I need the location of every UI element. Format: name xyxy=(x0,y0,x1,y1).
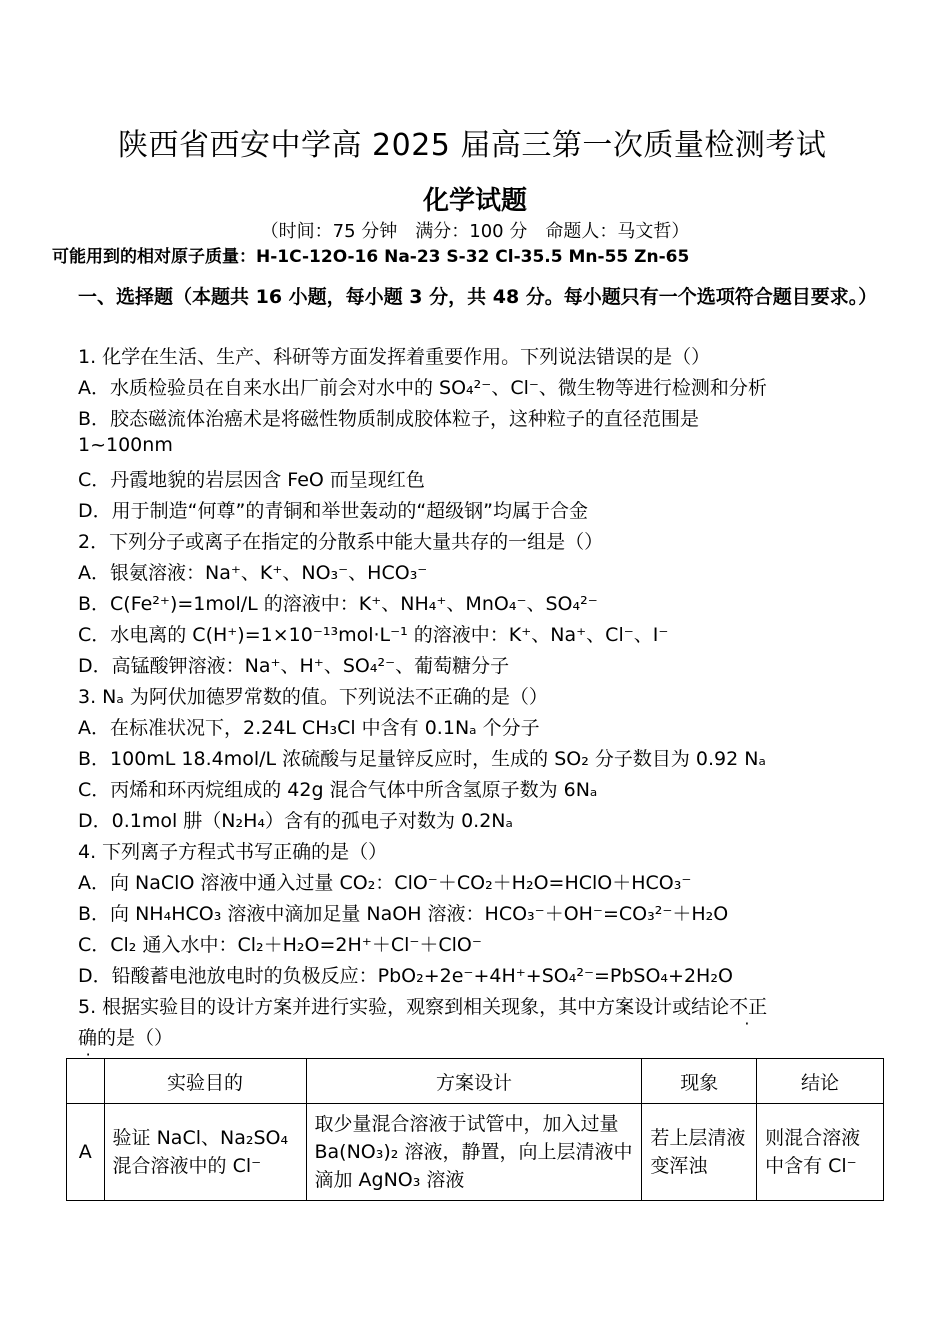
q2-stem: 2．下列分子或离子在指定的分散系中能大量共存的一组是（） xyxy=(78,531,604,553)
q3-option-b: B．100mL 18.4mol/L 浓硫酸与足量锌反应时，生成的 SO₂ 分子数目为 0.92 Nₐ xyxy=(78,748,766,770)
row-purpose: 验证 NaCl、Na₂SO₄ 混合溶液中的 Cl⁻ xyxy=(104,1104,306,1201)
q1-option-c: C．丹霞地貌的岩层因含 FeO 而呈现红色 xyxy=(78,469,425,491)
row-label: A xyxy=(67,1104,105,1201)
q4-option-b: B．向 NH₄HCO₃ 溶液中滴加足量 NaOH 溶液：HCO₃⁻＋OH⁻=CO₃²⁻＋H₂O xyxy=(78,903,729,925)
q5-stem-text: 5. 根据实验目的设计方案并进行实验，观察到相关现象，其中方案设计或结论 xyxy=(78,996,730,1018)
q1-stem: 1. 化学在生活、生产、科研等方面发挥着重要作用。下列说法错误的是（） xyxy=(78,346,711,368)
q3-option-a: A．在标准状况下，2.24L CH₃Cl 中含有 0.1Nₐ 个分子 xyxy=(78,717,540,739)
q3-option-c: C．丙烯和环丙烷组成的 42g 混合气体中所含氢原子数为 6Nₐ xyxy=(78,779,598,801)
table-header-phenomenon: 现象 xyxy=(642,1059,757,1104)
q5-stem-emphasis: 不正 xyxy=(729,996,768,1018)
table-header-design: 方案设计 xyxy=(306,1059,642,1104)
table-row xyxy=(67,1104,884,1201)
q1-option-d: D．用于制造“何尊”的青铜和举世轰动的“超级钢”均属于合金 xyxy=(78,500,589,522)
q5-stem-text-2: 的是（） xyxy=(97,1027,174,1049)
q2-option-b: B．C(Fe²⁺)=1mol/L 的溶液中：K⁺、NH₄⁺、MnO₄⁻、SO₄²⁻ xyxy=(78,593,598,615)
table-header-blank xyxy=(67,1059,105,1104)
exam-title: 陕西省西安中学高 2025 届高三第一次质量检测考试 xyxy=(118,128,827,163)
q4-option-c: C．Cl₂ 通入水中：Cl₂＋H₂O=2H⁺＋Cl⁻＋ClO⁻ xyxy=(78,934,482,956)
q2-option-c: C．水电离的 C(H⁺)=1×10⁻¹³mol·L⁻¹ 的溶液中：K⁺、Na⁺、Cl⁻、I⁻ xyxy=(78,624,669,646)
q4-option-d: D．铅酸蓄电池放电时的负极反应：PbO₂+2e⁻+4H⁺+SO₄²⁻=PbSO₄+2H₂O xyxy=(78,965,733,987)
exam-subtitle: 化学试题 xyxy=(422,186,527,216)
row-phenomenon: 若上层清液变浑浊 xyxy=(642,1104,757,1201)
atomic-masses: 可能用到的相对原子质量：H-1C-12O-16 Na-23 S-32 Cl-35.5 Mn-55 Zn-65 xyxy=(52,247,690,267)
q3-stem: 3. Nₐ 为阿伏加德罗常数的值。下列说法不正确的是（） xyxy=(78,686,548,708)
q1-option-b-line2: 1~100nm xyxy=(78,434,173,456)
q4-stem: 4. 下列离子方程式书写正确的是（） xyxy=(78,841,388,863)
q5-stem-line2 xyxy=(78,1023,173,1050)
q4-option-a: A．向 NaClO 溶液中通入过量 CO₂：ClO⁻＋CO₂＋H₂O=HClO＋HCO₃⁻ xyxy=(78,872,692,894)
q1-option-a: A．水质检验员在自来水出厂前会对水中的 SO₄²⁻、Cl⁻、微生物等进行检测和分析 xyxy=(78,377,767,399)
q2-option-a: A．银氨溶液：Na⁺、K⁺、NO₃⁻、HCO₃⁻ xyxy=(78,562,428,584)
q1-option-b-line1: B．胶态磁流体治癌术是将磁性物质制成胶体粒子，这种粒子的直径范围是 xyxy=(78,408,700,430)
table-header-row xyxy=(67,1059,884,1104)
row-conclusion: 则混合溶液中含有 Cl⁻ xyxy=(757,1104,884,1201)
section-heading: 一、选择题（本题共 16 小题，每小题 3 分，共 48 分。每小题只有一个选项符合题目要求。） xyxy=(78,286,878,308)
table-header-purpose: 实验目的 xyxy=(104,1059,306,1104)
exam-meta: （时间：75 分钟 满分：100 分 命题人：马文哲） xyxy=(260,221,690,242)
q5-stem-line1 xyxy=(78,992,767,1019)
q5-table xyxy=(66,1058,884,1201)
q2-option-d: D．高锰酸钾溶液：Na⁺、H⁺、SO₄²⁻、葡萄糖分子 xyxy=(78,655,510,677)
q3-option-d: D．0.1mol 肼（N₂H₄）含有的孤电子对数为 0.2Nₐ xyxy=(78,810,513,832)
row-design: 取少量混合溶液于试管中，加入过量 Ba(NO₃)₂ 溶液，静置，向上层清液中滴加 AgNO₃ 溶液 xyxy=(306,1104,642,1201)
q5-stem-emphasis-2: 确 xyxy=(78,1027,98,1049)
table-header-conclusion: 结论 xyxy=(757,1059,884,1104)
